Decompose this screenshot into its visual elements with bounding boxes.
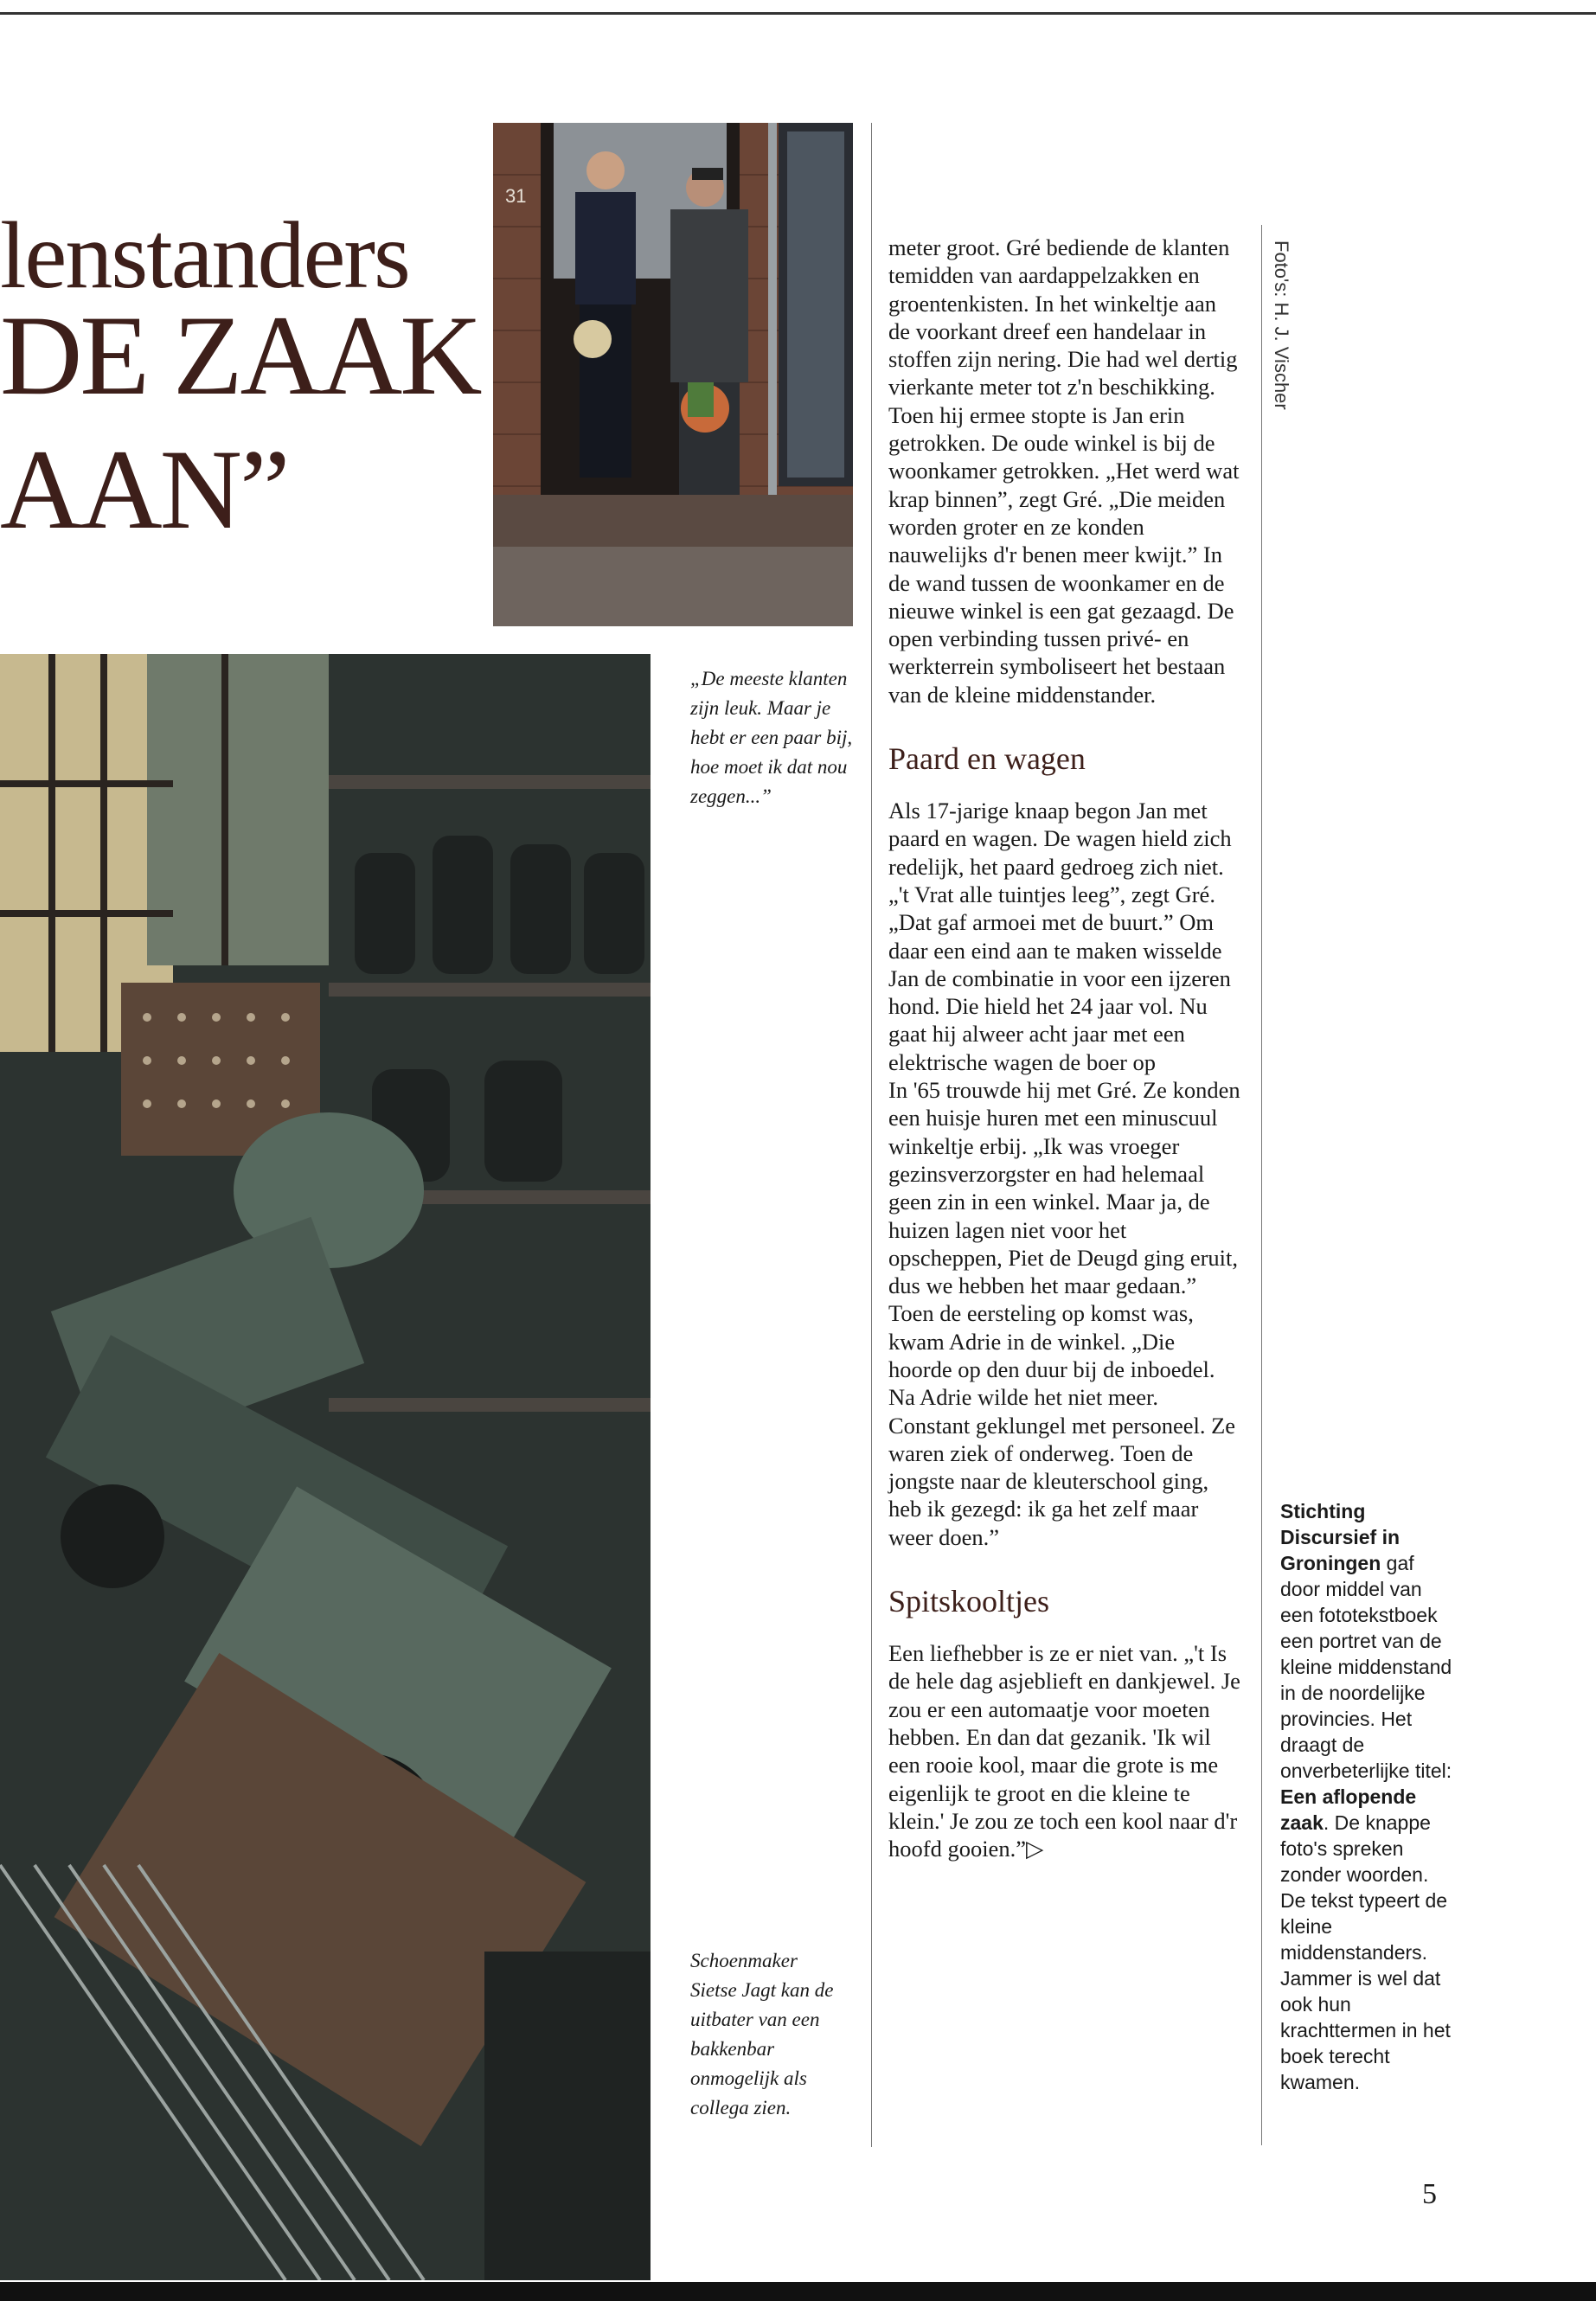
column-rule-left [871, 123, 872, 2147]
article-paragraph: meter groot. Gré bediende de klanten temidden van aardappelzakken en groentenkisten. In het winkeltje aan de voorkant dreef een handelaar in stoffen zijn nering. Die had wel dertig vierkante meter tot z'n beschikking. [888, 234, 1238, 401]
article-paragraph: Een liefhebber is ze er niet van. „'t Is de hele dag asjeblieft en dankjewel. Je zou er een automaatje voor moeten hebben. En dan dat gezanik. 'Ik wil een rooie kool, maar die grote is me eigenlijk te groot en die kleine te klein.' Je zou ze toch een kool naar d'r hoofd gooien.”▷ [888, 1640, 1240, 1862]
subheading-spitskooltjes: Spitskooltjes [888, 1584, 1050, 1619]
article-paragraph: Toen hij ermee stopte is Jan erin getrokken. De oude winkel is bij de woonkamer getrokken. „Het werd wat krap binnen”, zegt Gré. „Die meiden worden groter en ze konden nauwelijks d'r benen meer kwijt.” In de wand tussen de woonkamer en de nieuwe winkel is een gat gezaagd. De open verbinding tussen privé- en werkterrein symboliseert het bestaan van de kleine middenstander. [888, 401, 1240, 708]
article-paragraph: Als 17-jarige knaap begon Jan met paard en wagen. De wagen hield zich redelijk, het paard gedroeg zich niet. „'t Vrat alle tuintjes leeg”, zegt Gré. „Dat gaf armoei met de buurt.” Om daar een eind aan te maken wisselde Jan de combinatie in voor een ijzeren hond. Die hield het 24 jaar vol. Nu gaat hij alweer acht jaar met een elektrische wagen de boer op [888, 798, 1232, 1075]
sidebar-text: . De knappe foto's spreken zonder woorden. De tekst typeert de kleine middenstanders. Jammer is wel dat ook hun krachttermen in het boek terecht kwamen. [1280, 1811, 1451, 2093]
subheading-paard-en-wagen: Paard en wagen [888, 741, 1086, 777]
article-paragraph: In '65 trouwde hij met Gré. Ze konden een huisje huren met een minuscuul winkeltje erbij. „Ik was vroeger gezinsverzorgster en had helemaal geen zin in een winkel. Maar ja, de huizen lagen niet voor het opscheppen, Piet de Deugd ging eruit, dus we hebben het maar gedaan.” [888, 1077, 1240, 1299]
bottom-rule [0, 2282, 1596, 2301]
headline-line-3: AAN” [0, 426, 288, 553]
headline-line-1: lenstanders [0, 202, 409, 308]
column-rule-right [1261, 225, 1262, 2145]
svg-text:31: 31 [505, 185, 527, 207]
page-number: 5 [1422, 2178, 1437, 2210]
article-body [888, 234, 1243, 1862]
sidebar-text: gaf door middel van een fototekstboek een portret van de kleine middenstand in de noordelijke provincies. Het draagt de onverbeterlijke titel: [1280, 1552, 1452, 1782]
article-paragraph: Toen de eersteling op komst was, kwam Adrie in de winkel. „Die hoorde op den duur bij de inboedel. Na Adrie wilde het niet meer. Constant geklungel met personeel. Ze waren ziek of onderweg. Toen de jongste naar de kleuterschool ging, heb ik gezegd: ik ga het zelf maar weer doen.” [888, 1300, 1236, 1550]
sidebar-bold-title: Een aflopende zaak [1280, 1785, 1417, 1834]
photo-workshop [0, 654, 651, 2280]
sidebar-note [1280, 1498, 1453, 2095]
headline-line-2: DE ZAAK [0, 292, 480, 419]
photo-credit: Foto's: H. J. Vischer [1271, 240, 1292, 410]
photo-caption-quote: „De meeste klanten zijn leuk. Maar je hebt er een paar bij, hoe moet ik dat nou zeggen...” [690, 668, 853, 807]
top-rule [0, 12, 1596, 15]
photo-workshop-image [0, 654, 651, 2280]
photo-caption-shoemaker: Schoenmaker Sietse Jagt kan de uitbater van een bakkenbar onmogelijk als collega zien. [690, 1950, 834, 2118]
sidebar-bold-org: Stichting Discursief in Groningen [1280, 1500, 1401, 1574]
photo-doorway [493, 123, 853, 626]
photo-doorway-image [493, 123, 853, 626]
